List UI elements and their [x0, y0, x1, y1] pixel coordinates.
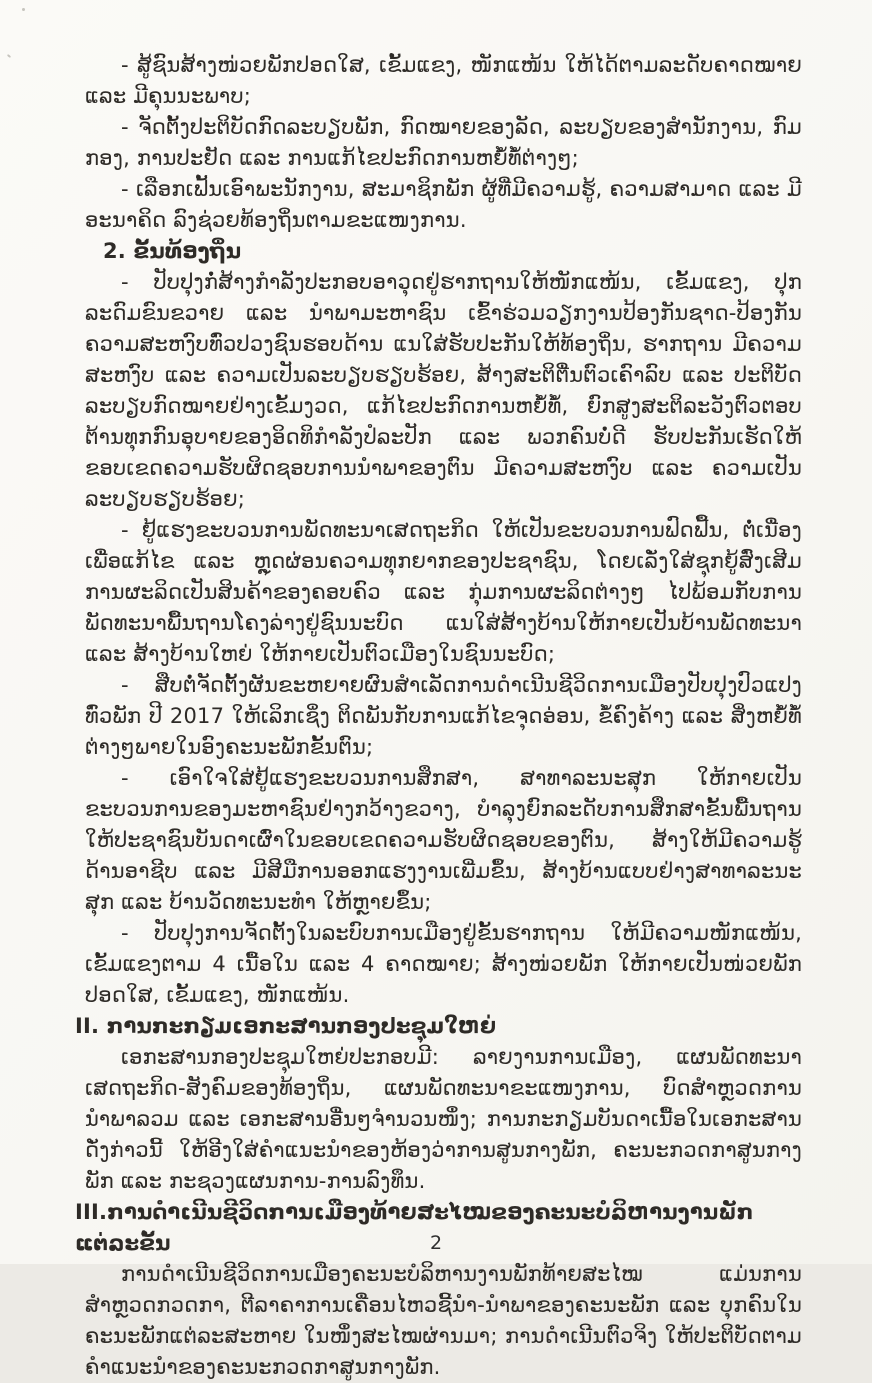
section-heading-iii-political-life: III.ການດຳເນີນຊີວິດການເມືອງທ້າຍສະໄໝຂອງຄະນະບໍລິຫານງານພັກແຕ່ລະຂັ້ນ [75, 1200, 754, 1255]
scan-speck [7, 54, 11, 58]
body-paragraph: ການດຳເນີນຊີວິດການເມືອງຄະນະບໍລິຫານງານພັກທ້າຍສະໄໝ ແມ່ນການສຳຫຼວດກວດກາ, ຕີລາຄາການເຄື່ອນໄຫວຊີ້ນຳ-ນຳພາຂອງຄະນະພັກ ແລະ ບຸກຄົນໃນຄະນະພັກແຕ່ລະສະຫາຍ ໃນໜຶ່ງສະໄໝຜ່ານມາ; ການດຳເນີນຕົວຈິງ ໃຫ້ປະຕິບັດຕາມຄຳແນະນຳຂອງຄະນະກວດກາສູນກາງພັກ. [85, 1262, 802, 1379]
bullet-paragraph: - ເອົາໃຈໃສ່ຢູ້ແຮງຂະບວນການສຶກສາ, ສາທາລະນະສຸກ ໃຫ້ກາຍເປັນຂະບວນການຂອງມະຫາຊົນຢ່າງກວ້າງຂວາງ, ບຳລຸງຍົກລະດັບການສຶກສາຂັ້ນພື້ນຖານ ໃຫ້ປະຊາຊົນບັນດາເຜົ່າໃນຂອບເຂດຄວາມຮັບຜິດຊອບຂອງຕົນ, ສ້າງໃຫ້ມີຄວາມຮູ້ດ້ານອາຊີບ ແລະ ມີສີມືການອອກແຮງງານເພີ່ມຂຶ້ນ, ສ້າງບ້ານແບບຢ່າງສາທາລະນະສຸກ ແລະ ບ້ານວັດທະນະທຳ ໃຫ້ຫຼາຍຂຶ້ນ; [85, 766, 802, 914]
bullet-paragraph: - ສູ້ຊົນສ້າງໜ່ວຍພັກປອດໃສ, ເຂັ້ມແຂງ, ໜັກແໜ້ນ ໃຫ້ໄດ້ຕາມລະດັບຄາດໝາຍ ແລະ ມີຄຸນນະພາບ; [85, 53, 802, 108]
page-number: 2 [429, 1232, 443, 1254]
document-body [75, 50, 802, 1383]
scan-speck [22, 8, 25, 11]
section-heading-ii-congress-documents: II. ການກະກຽມເອກະສານກອງປະຊຸມໃຫຍ່ [75, 1014, 497, 1038]
bullet-paragraph: - ຈັດຕັ້ງປະຕິບັດກົດລະບຽບພັກ, ກົດໝາຍຂອງລັດ, ລະບຽບຂອງສຳນັກງານ, ກົມກອງ, ການປະຢັດ ແລະ ການແກ້ໄຂປະກົດການຫຍໍ້ທໍ້ຕ່າງໆ; [85, 115, 802, 170]
section-heading-local-level: 2. ຂັ້ນທ້ອງຖິ່ນ [103, 239, 242, 263]
bullet-paragraph: - ປັບປຸງກໍ່ສ້າງກຳລັງປະກອບອາວຸດຢູ່ຮາກຖານໃຫ້ໜັກແໜ້ນ, ເຂັ້ມແຂງ, ປຸກລະດົມຂົນຂວາຍ ແລະ ນຳພາມະຫາຊົນ ເຂົ້າຮ່ວມວຽກງານປ້ອງກັນຊາດ-ປ້ອງກັນຄວາມສະຫງົບທົ່ວປວງຊົນຮອບດ້ານ ແນໃສ່ຮັບປະກັນໃຫ້ທ້ອງຖິ່ນ, ຮາກຖານ ມີຄວາມສະຫງົບ ແລະ ຄວາມເປັນລະບຽບຮຽບຮ້ອຍ, ສ້າງສະຕິຕື່ນຕົວເຄົາລົບ ແລະ ປະຕິບັດລະບຽບກົດໝາຍຢ່າງເຂັ້ມງວດ, ແກ້ໄຂປະກົດການຫຍໍ້ທໍ້, ຍົກສູງສະຕິລະວັງຕົວຕອບຕ້ານທຸກກົນອຸບາຍຂອງອິດທິກຳລັງປໍລະປັກ ແລະ ພວກຄົນບໍ່ດີ ຮັບປະກັນເຮັດໃຫ້ຂອບເຂດຄວາມຮັບຜິດຊອບການນຳພາຂອງຕົນ ມີຄວາມສະຫງົບ ແລະ ຄວາມເປັນລະບຽບຮຽບຮ້ອຍ; [85, 270, 802, 511]
bullet-paragraph: - ປັບປຸງການຈັດຕັ້ງໃນລະບົບການເມືອງຢູ່ຂັ້ນຮາກຖານ ໃຫ້ມີຄວາມໜັກແໜ້ນ, ເຂັ້ມແຂງຕາມ 4 ເນື້ອໃນ ແລະ 4 ຄາດໝາຍ; ສ້າງໜ່ວຍພັກ ໃຫ້ກາຍເປັນໜ່ວຍພັກປອດໃສ, ເຂັ້ມແຂງ, ໜັກແໜ້ນ. [85, 921, 802, 1007]
bullet-paragraph: - ເລືອກເຟັ້ນເອົາພະນັກງານ, ສະມາຊິກພັກ ຜູ້ທີ່ມີຄວາມຮູ້, ຄວາມສາມາດ ແລະ ມີອະນາຄິດ ລົງຊ່ວຍທ້ອງຖິ່ນຕາມຂະແໜງການ. [85, 177, 802, 232]
bullet-paragraph: - ສືບຕໍ່ຈັດຕັ້ງຜັນຂະຫຍາຍຜົນສຳເລັດການດຳເນີນຊີວິດການເມືອງປັບປຸງປົວແປງທົ່ວພັກ ປີ 2017 ໃຫ້ເລິກເຊິ່ງ ຕິດພັນກັບການແກ້ໄຂຈຸດອ່ອນ, ຂໍ້ຄົງຄ້າງ ແລະ ສິ່ງຫຍໍ້ທໍ້ຕ່າງໆພາຍໃນອົງຄະນະພັກຂັ້ນຕົນ; [85, 673, 802, 759]
bullet-paragraph: - ຢູ້ແຮງຂະບວນການພັດທະນາເສດຖະກິດ ໃຫ້ເປັນຂະບວນການຟົດຟື້ນ, ຕໍ່ເນື່ອງ ເພື່ອແກ້ໄຂ ແລະ ຫຼຸດຜ່ອນຄວາມທຸກຍາກຂອງປະຊາຊົນ, ໂດຍເລັ່ງໃສ່ຊຸກຍູ້ສົ່ງເສີມການຜະລິດເປັນສິນຄ້າຂອງຄອບຄົວ ແລະ ກຸ່ມການຜະລິດຕ່າງໆ ໄປພ້ອມກັບການພັດທະນາພື້ນຖານໂຄງລ່າງຢູ່ຊົນນະບົດ ແນໃສ່ສ້າງບ້ານໃຫ້ກາຍເປັນບ້ານພັດທະນາ ແລະ ສ້າງບ້ານໃຫຍ່ ໃຫ້ກາຍເປັນຕົວເມືອງໃນຊົນນະບົດ; [85, 518, 802, 666]
body-paragraph: ເອກະສານກອງປະຊຸມໃຫຍ່ປະກອບມີ: ລາຍງານການເມືອງ, ແຜນພັດທະນາເສດຖະກິດ-ສັງຄົມຂອງທ້ອງຖິ່ນ, ແຜນພັດທະນາຂະແໜງການ, ບົດສຳຫຼວດການນຳພາລວມ ແລະ ເອກະສານອື່ນໆຈຳນວນໜຶ່ງ; ການກະກຽມບັນດາເນື້ອໃນເອກະສານດັ່ງກ່າວນີ້ ໃຫ້ອີງໃສ່ຄຳແນະນຳຂອງຫ້ອງວ່າການສູນກາງພັກ, ຄະນະກວດກາສູນກາງພັກ ແລະ ກະຊວງແຜນການ-ການລົງທຶນ. [85, 1045, 802, 1193]
